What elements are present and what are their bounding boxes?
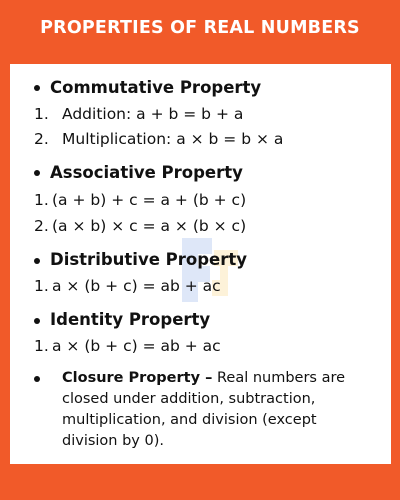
list-number: 1. (34, 105, 49, 123)
list-item-text: (a × b) × c = a × (b × c) (52, 217, 247, 235)
list-item-text: a × (b + c) = ab + ac (52, 277, 221, 295)
section-heading-associative: Associative Property (50, 163, 243, 182)
bullet-dot-icon (34, 318, 40, 324)
closure-text: Real numbers are closed under addition, subtraction, multiplication, and division (except division by 0). (62, 370, 346, 449)
list-number: 2. (34, 217, 49, 235)
closure-property-paragraph (62, 368, 372, 452)
section-heading-commutative: Commutative Property (50, 78, 262, 97)
bullet-dot-icon (34, 376, 40, 382)
list-number: 1. (34, 337, 49, 355)
section-heading-distributive: Distributive Property (50, 250, 247, 269)
bullet-dot-icon (34, 258, 40, 264)
content-card (10, 64, 391, 464)
list-number: 1. (34, 191, 49, 209)
page-title: PROPERTIES OF REAL NUMBERS (40, 18, 360, 38)
list-number: 2. (34, 130, 49, 148)
list-item-text: Multiplication: a × b = b × a (62, 130, 284, 148)
list-item-text: a × (b + c) = ab + ac (52, 337, 221, 355)
bullet-dot-icon (34, 170, 40, 176)
section-heading-identity: Identity Property (50, 310, 211, 329)
list-item-text: (a + b) + c = a + (b + c) (52, 191, 247, 209)
closure-heading: Closure Property – (62, 370, 213, 386)
bullet-dot-icon (34, 85, 40, 91)
list-number: 1. (34, 277, 49, 295)
list-item-text: Addition: a + b = b + a (62, 105, 244, 123)
